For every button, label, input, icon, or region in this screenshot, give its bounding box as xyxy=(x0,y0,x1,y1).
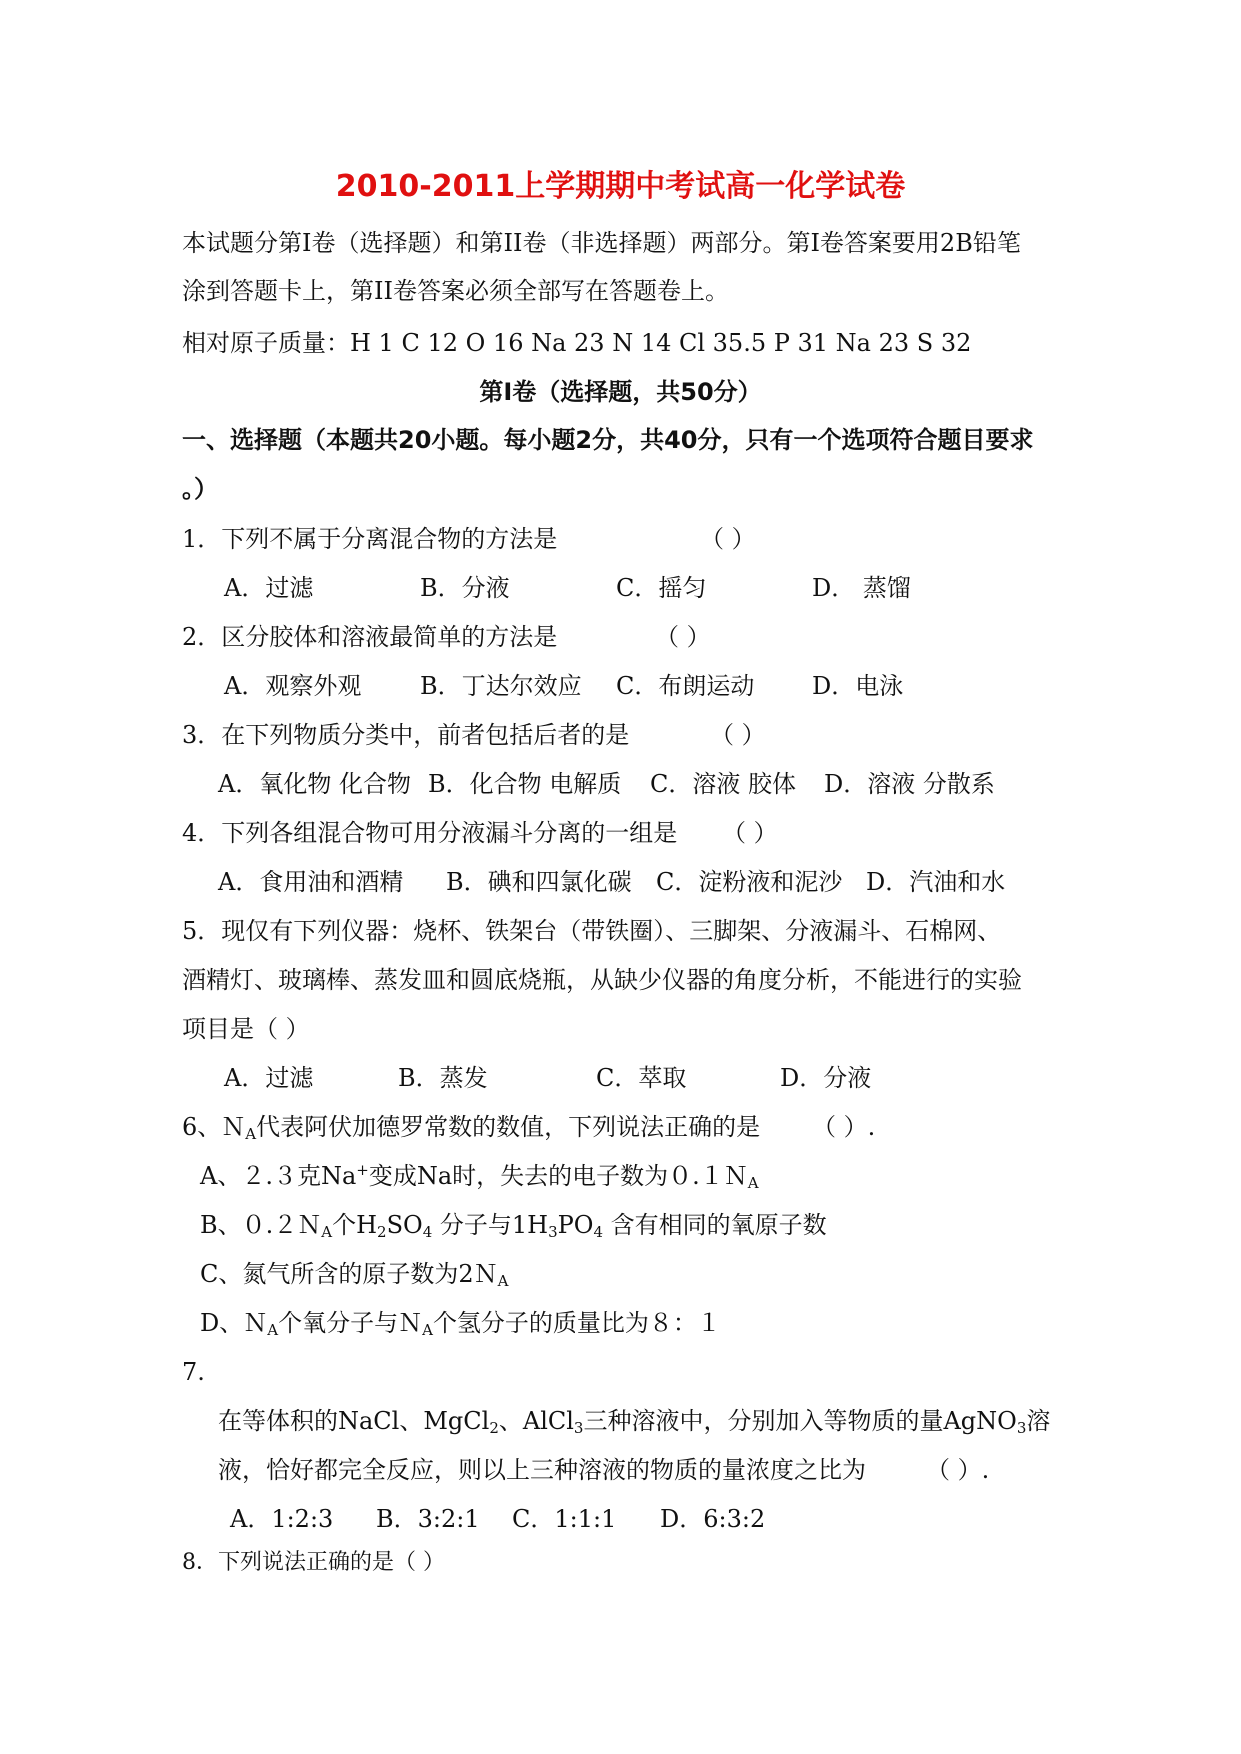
question-6-option-a xyxy=(200,1161,759,1191)
q6d-sub1: A xyxy=(267,1321,279,1339)
q7-l1-s2: 3 xyxy=(573,1419,584,1437)
question-6-bracket: （ ）. xyxy=(812,1113,876,1141)
question-3-option-c: C．溶液 胶体 xyxy=(650,770,796,798)
question-2-stem: 2．区分胶体和溶液最简单的方法是 xyxy=(182,623,558,651)
question-4-option-c: C．淀粉液和泥沙 xyxy=(656,868,843,896)
question-3-stem: 3．在下列物质分类中，前者包括后者的是 xyxy=(182,721,630,749)
question-7-option-d: D．6:3:2 xyxy=(660,1505,766,1533)
q7-l1-m1: 、AlCl xyxy=(498,1407,574,1435)
q6d-mid: 个氧分子与Ｎ xyxy=(278,1309,423,1337)
q6b-sub2: 2 xyxy=(377,1223,387,1241)
question-6-stem xyxy=(182,1112,760,1142)
intro-line-2: 涂到答题卡上，第II卷答案必须全部写在答题卷上。 xyxy=(182,277,729,305)
question-2-option-d: D．电泳 xyxy=(812,672,904,700)
q7-l1-s1: 2 xyxy=(489,1419,499,1437)
part-heading-line-1: 一、选择题（本题共20小题。每小题2分，共40分，只有一个选项符合题目要求 xyxy=(182,426,1034,454)
q6c-sub: A xyxy=(497,1272,509,1290)
q6a-sub: A xyxy=(747,1174,759,1192)
question-5-line-2: 酒精灯、玻璃棒、蒸发皿和圆底烧瓶，从缺少仪器的角度分析，不能进行的实验 xyxy=(182,966,1022,994)
question-6-stem-sub: A xyxy=(245,1125,257,1143)
question-5-option-c: C．萃取 xyxy=(596,1064,687,1092)
question-4-option-d: D．汽油和水 xyxy=(866,868,1006,896)
question-4-option-b: B．碘和四氯化碳 xyxy=(446,868,632,896)
q6b-sub3: 4 xyxy=(422,1223,433,1241)
question-3-option-a: A．氧化物 化合物 xyxy=(218,770,411,798)
q6b-sub1: A xyxy=(321,1223,333,1241)
question-4-bracket: （ ） xyxy=(722,819,778,847)
q6d-pre: D、Ｎ xyxy=(200,1309,268,1337)
question-5-option-a: A．过滤 xyxy=(224,1064,314,1092)
q7-l1-post: 溶 xyxy=(1026,1407,1051,1435)
question-7-line-2: 液，恰好都完全反应，则以上三种溶液的物质的量浓度之比为 xyxy=(218,1456,866,1484)
q6a-pre: A、２.３克Na xyxy=(200,1162,357,1190)
section-heading: 第I卷（选择题，共50分） xyxy=(479,378,762,406)
question-5-line-3: 项目是（ ） xyxy=(182,1015,310,1043)
question-4-stem: 4．下列各组混合物可用分液漏斗分离的一组是 xyxy=(182,819,678,847)
intro-line-1: 本试题分第I卷（选择题）和第II卷（非选择题）两部分。第I卷答案要用2B铅笔 xyxy=(182,229,1021,257)
question-7-number: 7. xyxy=(182,1358,205,1386)
question-1-option-b: B．分液 xyxy=(420,574,510,602)
question-6-stem-post: 代表阿伏加德罗常数的数值，下列说法正确的是 xyxy=(256,1113,761,1141)
q6b-mid2: SO xyxy=(386,1211,423,1239)
q6b-mid4: PO xyxy=(557,1211,594,1239)
q6d-sub2: A xyxy=(422,1321,433,1339)
q6b-post: 含有相同的氧原子数 xyxy=(603,1211,827,1239)
question-7-option-b: B．3:2:1 xyxy=(376,1505,480,1533)
q6a-sup: + xyxy=(356,1161,369,1179)
q6b-sub4: 3 xyxy=(548,1223,558,1241)
question-6-option-d xyxy=(200,1308,721,1338)
question-2-option-a: A．观察外观 xyxy=(224,672,362,700)
question-4-option-a: A．食用油和酒精 xyxy=(218,868,404,896)
question-5-option-b: B．蒸发 xyxy=(398,1064,488,1092)
question-7-bracket: （ ）. xyxy=(926,1456,990,1484)
question-5-line-1: 5．现仅有下列仪器：烧杯、铁架台（带铁圈）、三脚架、分液漏斗、石棉网、 xyxy=(182,917,1002,945)
q6b-sub5: 4 xyxy=(593,1223,604,1241)
question-2-bracket: （ ） xyxy=(655,623,711,651)
q7-l1-pre: 在等体积的NaCl、MgCl xyxy=(218,1407,490,1435)
q6b-mid3: 分子与1H xyxy=(432,1211,549,1239)
question-6-stem-pre: 6、Ｎ xyxy=(182,1113,246,1141)
q6a-mid: 变成Na时，失去的电子数为０.１Ｎ xyxy=(368,1162,748,1190)
question-3-bracket: （ ） xyxy=(710,721,766,749)
atomic-mass-line: 相对原子质量：H 1 C 12 O 16 Na 23 N 14 Cl 35.5 P 31 Na 23 S 32 xyxy=(182,329,972,357)
page-title: 2010-2011上学期期中考试高一化学试卷 xyxy=(335,169,906,204)
question-7-option-c: C．1:1:1 xyxy=(512,1505,617,1533)
question-7-line-1 xyxy=(218,1406,1050,1436)
question-2-option-b: B．丁达尔效应 xyxy=(420,672,582,700)
question-1-option-c: C．摇匀 xyxy=(616,574,707,602)
question-3-option-d: D．溶液 分散系 xyxy=(824,770,995,798)
question-8-stem: 8．下列说法正确的是（ ） xyxy=(182,1550,445,1575)
q7-l1-m2: 三种溶液中，分别加入等物质的量AgNO xyxy=(583,1407,1017,1435)
question-3-option-b: B．化合物 电解质 xyxy=(428,770,622,798)
question-1-option-d: D． 蒸馏 xyxy=(812,574,911,602)
q6c-pre: C、氮气所含的原子数为2Ｎ xyxy=(200,1260,498,1288)
question-5-option-d: D．分液 xyxy=(780,1064,872,1092)
q6d-post: 个氢分子的质量比为８：１ xyxy=(432,1309,721,1337)
question-2-option-c: C．布朗运动 xyxy=(616,672,755,700)
question-1-bracket: （ ） xyxy=(700,525,756,553)
part-heading-line-2: 。） xyxy=(182,475,218,503)
question-7-option-a: A．1:2:3 xyxy=(230,1505,334,1533)
question-6-option-c xyxy=(200,1259,508,1289)
question-6-option-b xyxy=(200,1210,827,1240)
q6b-pre: B、０.２Ｎ xyxy=(200,1211,322,1239)
q7-l1-s3: 3 xyxy=(1016,1419,1027,1437)
q6b-mid1: 个H xyxy=(332,1211,378,1239)
question-1-option-a: A．过滤 xyxy=(224,574,314,602)
question-1-stem: 1．下列不属于分离混合物的方法是 xyxy=(182,525,558,553)
